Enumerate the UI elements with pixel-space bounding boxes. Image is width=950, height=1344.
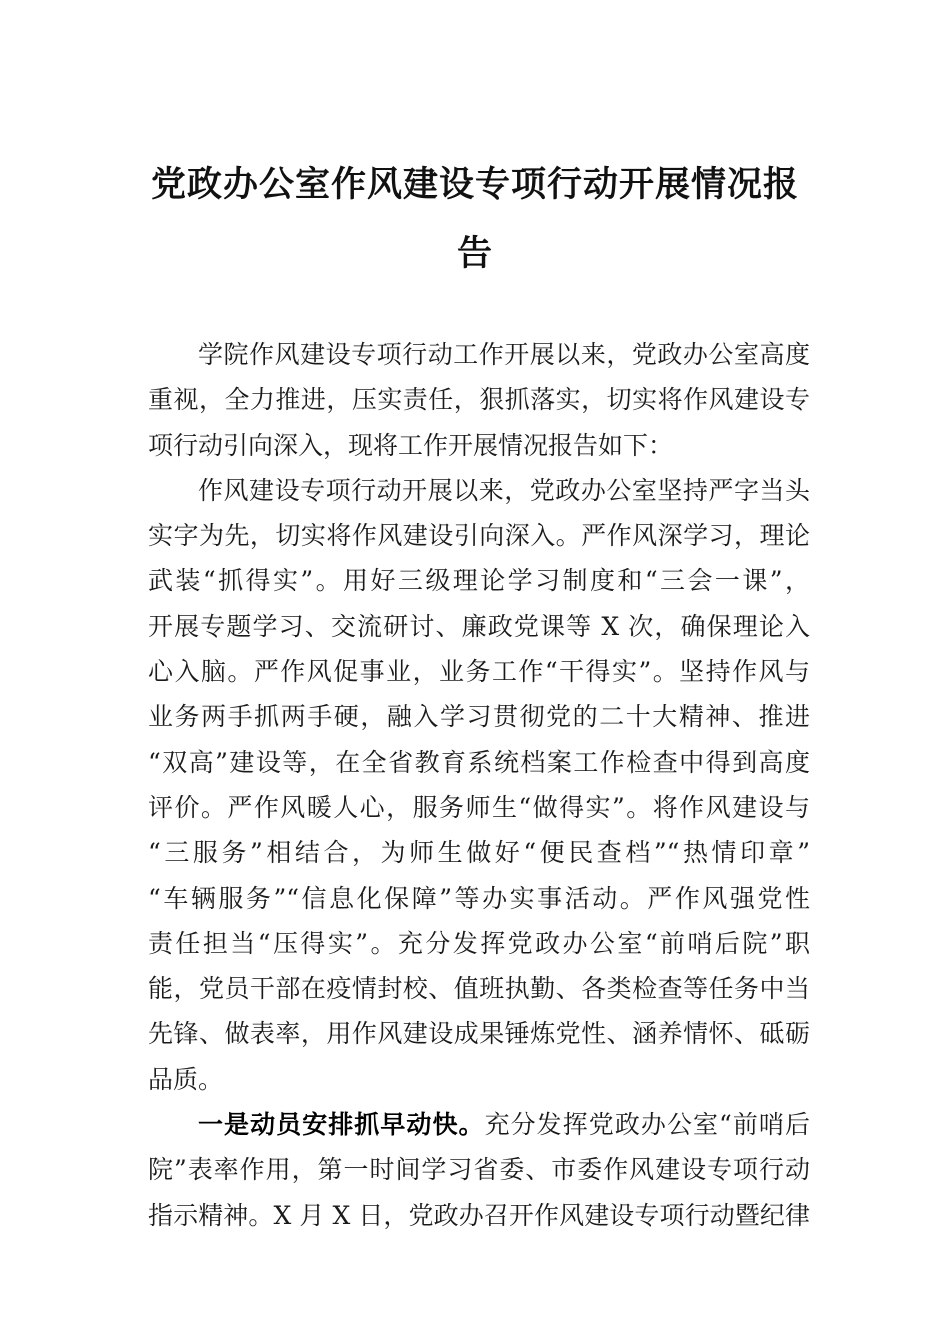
paragraph-overview xyxy=(148,468,810,1102)
paragraph-line: 先锋、做表率，用作风建设成果锤炼党性、涵养情怀、砥砺 xyxy=(148,1019,810,1049)
paragraph-line: 指示精神。X 月 X 日，党政办召开作风建设专项行动暨纪律 xyxy=(148,1200,810,1230)
paragraph-line: 作风建设专项行动开展以来，党政办公室坚持严字当头 xyxy=(198,475,810,505)
paragraph-line: 品质。 xyxy=(148,1064,224,1094)
paragraph-line: 责任担当“压得实”。充分发挥党政办公室“前哨后院”职 xyxy=(148,928,810,958)
paragraph-line: 实字为先，切实将作风建设引向深入。严作风深学习，理论 xyxy=(148,521,810,551)
paragraph-line: “车辆服务”“信息化保障”等办实事活动。严作风强党性 xyxy=(148,883,810,913)
paragraph-mobilization xyxy=(148,1102,810,1238)
paragraph-line: 项行动引向深入，现将工作开展情况报告如下： xyxy=(148,430,674,460)
paragraph-line: 院”表率作用，第一时间学习省委、市委作风建设专项行动 xyxy=(148,1155,810,1185)
document-title-line-2: 告 xyxy=(456,233,493,274)
paragraph-line: 能，党员干部在疫情封校、值班执勤、各类检查等任务中当 xyxy=(148,974,810,1004)
paragraph-line: 开展专题学习、交流研讨、廉政党课等 X 次，确保理论入 xyxy=(148,611,810,641)
paragraph-line: 武装“抓得实”。用好三级理论学习制度和“三会一课”， xyxy=(148,566,810,596)
paragraph-line: 学院作风建设专项行动工作开展以来，党政办公室高度 xyxy=(198,340,810,369)
document-title-line-1: 党政办公室作风建设专项行动开展情况报 xyxy=(150,164,799,205)
paragraph-line: “三服务”相结合，为师生做好“便民查档”“热情印章” xyxy=(148,838,810,868)
paragraph-line: 业务两手抓两手硬，融入学习贯彻党的二十大精神、推进 xyxy=(148,702,810,732)
paragraph-line: 评价。严作风暖人心，服务师生“做得实”。将作风建设与 xyxy=(148,792,810,822)
paragraph-line-rest: 充分发挥党政办公室“前哨后 xyxy=(484,1110,810,1140)
paragraph-line: 重视，全力推进，压实责任，狠抓落实，切实将作风建设专 xyxy=(148,385,810,415)
paragraph-lead-heading: 一是动员安排抓早动快。 xyxy=(198,1110,485,1140)
paragraph-line: “双高”建设等，在全省教育系统档案工作检查中得到高度 xyxy=(148,747,810,777)
document-body xyxy=(148,332,810,1238)
paragraph-intro xyxy=(148,332,810,468)
paragraph-line: 心入脑。严作风促事业，业务工作“干得实”。坚持作风与 xyxy=(148,657,810,687)
paragraph-line xyxy=(148,1102,810,1147)
